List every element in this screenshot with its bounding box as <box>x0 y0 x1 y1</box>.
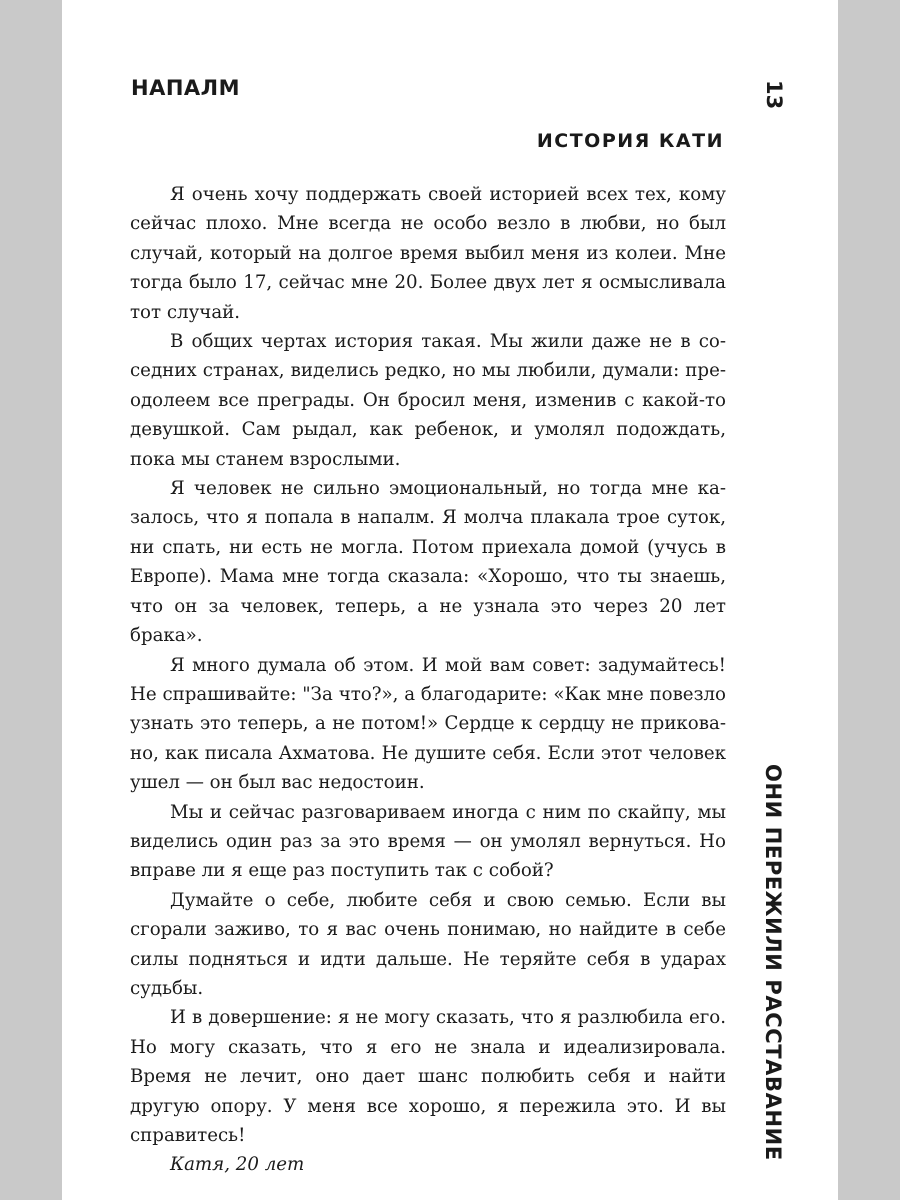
paragraph: Думайте о себе, любите себя и свою семью. Если вы сгорали заживо, то я вас очень понимаю, но найдите в себе силы подняться и идти дальше. Не теряйте себя в ударах судьбы. <box>130 889 726 999</box>
paragraph: В общих чертах история такая. Мы жили даже не в соседних странах, виделись редко, но мы любили, думали: преодолеем все преграды. Он бросил меня, изменив с какой-то девушкой. Сам рыдал, как ребенок, и умолял подождать, пока мы станем взрослыми. <box>130 331 726 470</box>
paragraph: Я человек не сильно эмоциональный, но тогда мне казалось, что я попала в напалм. Я молча плакала трое суток, ни спать, ни есть не могла. Потом приехала домой (учусь в Европе). Мама мне тогда сказала: «Хорошо, что ты знаешь, что он за человек, теперь, а не узнала это через 20 лет брака». <box>130 478 726 647</box>
running-head: НАПАЛМ <box>131 76 240 100</box>
story-title: ИСТОРИЯ КАТИ <box>536 130 724 152</box>
paragraph: И в довершение: я не могу сказать, что я разлюбила его. Но могу сказать, что я его не знала и идеализировала. Время не лечит, оно дает шанс полюбить себя и найти другую опору. У меня все хорошо, я пережила это. И вы справитесь! <box>130 1007 726 1146</box>
section-title: ОНИ ПЕРЕЖИЛИ РАССТАВАНИЕ <box>761 764 785 1161</box>
paragraph: Я много думала об этом. И мой вам совет: задумайтесь! Не спрашивайте: "За что?», а благодарите: «Как мне повезло узнать это теперь, а не потом!» Сердце к сердцу не приковано, как писала Ахматова. Не душите себя. Если этот человек ушел — он был вас недостоин. <box>130 654 726 794</box>
page-number: 13 <box>762 80 786 110</box>
paragraph: Я очень хочу поддержать своей историей всех тех, кому сейчас плохо. Мне всегда не особо везло в любви, но был случай, который на долгое время выбил меня из колеи. Мне тогда было 17, сейчас мне 20. Более двух лет я осмысливала тот случай. <box>130 184 726 323</box>
story-body <box>130 180 726 1180</box>
author-signature: Катя, 20 лет <box>170 1154 305 1176</box>
paragraph: Мы и сейчас разговариваем иногда с ним по скайпу, мы виделись один раз за это время — он умолял вернуться. Но вправе ли я еще раз поступить так с собой? <box>130 801 726 882</box>
